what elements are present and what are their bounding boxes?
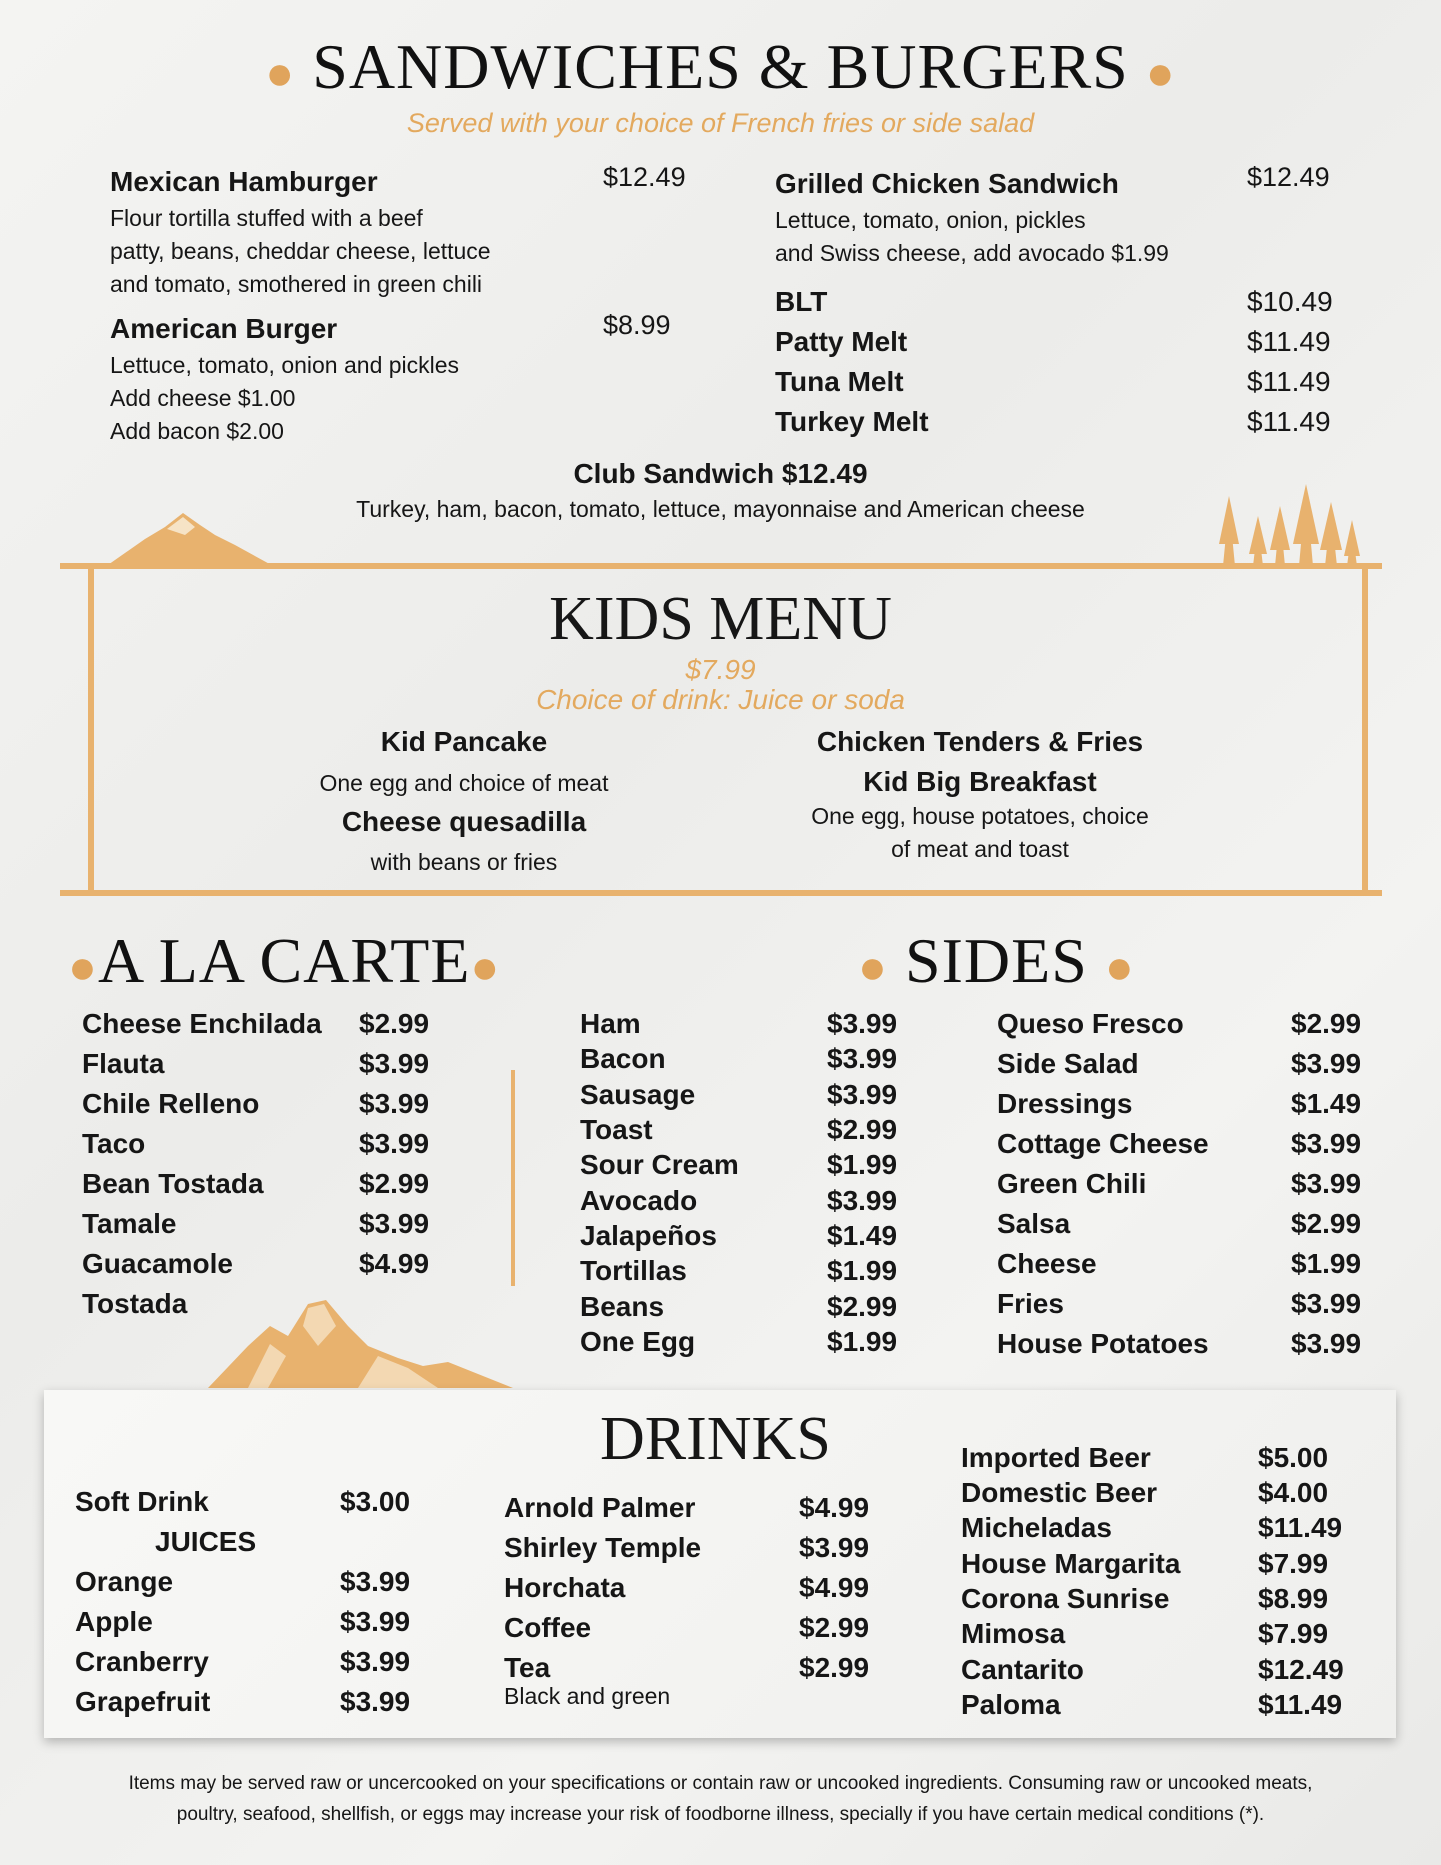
item-price: $11.49 bbox=[1258, 1689, 1343, 1720]
list-item bbox=[997, 1084, 1362, 1124]
list-item bbox=[997, 1164, 1362, 1204]
item-price: $7.99 bbox=[1258, 1618, 1329, 1649]
item-name: Taco bbox=[82, 1128, 146, 1159]
list-item bbox=[997, 1004, 1362, 1044]
sandwiches-subtitle: Served with your choice of French fries or side salad bbox=[406, 108, 1035, 138]
list-item bbox=[75, 1682, 411, 1722]
drinks-title: DRINKS bbox=[600, 1405, 831, 1473]
item-price: $2.99 bbox=[827, 1291, 898, 1322]
list-item bbox=[580, 1075, 898, 1115]
item-price: $11.49 bbox=[1247, 406, 1331, 437]
list-item bbox=[82, 1084, 430, 1124]
list-item bbox=[961, 1508, 1343, 1548]
item-name: Soft Drink bbox=[75, 1486, 209, 1517]
item-name: Apple bbox=[75, 1606, 153, 1637]
list-item bbox=[775, 362, 1335, 402]
item-name: Imported Beer bbox=[961, 1442, 1151, 1473]
list-item bbox=[504, 1528, 870, 1568]
list-item bbox=[504, 1648, 870, 1688]
item-name: Turkey Melt bbox=[775, 406, 929, 437]
item-price-american-burger: $8.99 bbox=[603, 310, 671, 340]
item-price: $3.99 bbox=[827, 1079, 898, 1110]
item-name: Jalapeños bbox=[580, 1220, 717, 1251]
club-sandwich-title: Club Sandwich $12.49 bbox=[573, 458, 868, 489]
mountain-range-icon bbox=[208, 1296, 513, 1388]
item-name: Tamale bbox=[82, 1208, 177, 1239]
bullet-dot-icon: ● bbox=[1145, 46, 1176, 100]
item-price: $11.49 bbox=[1247, 326, 1331, 357]
cheese-quesadilla-desc: with beans or fries bbox=[370, 849, 558, 875]
item-name-mexican-hamburger: Mexican Hamburger bbox=[110, 166, 378, 197]
item-price: $1.99 bbox=[827, 1255, 898, 1286]
item-price: $1.49 bbox=[1291, 1088, 1362, 1119]
list-item bbox=[580, 1216, 898, 1256]
list-item bbox=[997, 1204, 1362, 1244]
item-price: $4.99 bbox=[799, 1572, 870, 1603]
item-name: Toast bbox=[580, 1114, 653, 1145]
list-item bbox=[580, 1287, 898, 1327]
chicken-tenders-name: Chicken Tenders & Fries bbox=[816, 726, 1144, 757]
item-name: Horchata bbox=[504, 1572, 626, 1603]
list-item bbox=[997, 1124, 1362, 1164]
desc-line: Add cheese $1.00 bbox=[110, 385, 296, 411]
kid-pancake-name: Kid Pancake bbox=[380, 726, 548, 757]
list-item bbox=[961, 1579, 1329, 1619]
item-price: $12.49 bbox=[1258, 1654, 1344, 1685]
item-price: $3.99 bbox=[1291, 1128, 1362, 1159]
kid-pancake-desc: One egg and choice of meat bbox=[319, 770, 609, 796]
item-name: Side Salad bbox=[997, 1048, 1139, 1079]
list-item bbox=[961, 1473, 1329, 1513]
bullet-dot-icon: ● bbox=[470, 940, 501, 994]
item-name: Sour Cream bbox=[580, 1149, 739, 1180]
list-item bbox=[997, 1284, 1362, 1324]
item-name: Chile Relleno bbox=[82, 1088, 260, 1119]
disclaimer-line: Items may be served raw or uncercooked on your specifications or contain raw or uncooked ingredients. Consuming raw or uncooked meats, bbox=[128, 1773, 1313, 1794]
list-item bbox=[504, 1488, 870, 1528]
alacarte-title: A LA CARTE bbox=[98, 925, 471, 996]
item-name: Micheladas bbox=[961, 1512, 1112, 1543]
kids-price: $7.99 bbox=[685, 654, 756, 685]
bullet-dot-icon: ● bbox=[858, 940, 888, 994]
item-price: $3.99 bbox=[827, 1008, 898, 1039]
list-item bbox=[75, 1602, 411, 1642]
bullet-dot-icon: ● bbox=[265, 46, 296, 100]
item-price: $3.99 bbox=[359, 1128, 430, 1159]
item-name: Queso Fresco bbox=[997, 1008, 1184, 1039]
item-name: Grapefruit bbox=[75, 1686, 211, 1717]
item-name: Bean Tostada bbox=[82, 1168, 264, 1199]
list-item bbox=[75, 1642, 411, 1682]
item-name: Coffee bbox=[504, 1612, 592, 1643]
item-price: $3.99 bbox=[340, 1686, 411, 1717]
desc-line: Lettuce, tomato, onion and pickles bbox=[110, 352, 460, 378]
item-name: House Potatoes bbox=[997, 1328, 1209, 1359]
disclaimer-line: poultry, seafood, shellfish, or eggs may increase your risk of foodborne illness, specially if you have certain medical conditions (*). bbox=[176, 1804, 1265, 1825]
kid-big-breakfast-name: Kid Big Breakfast bbox=[863, 766, 1097, 797]
item-price: $3.99 bbox=[340, 1606, 411, 1637]
juices-label: JUICES bbox=[155, 1526, 257, 1557]
item-price: $7.99 bbox=[1258, 1548, 1329, 1579]
list-item bbox=[82, 1284, 187, 1324]
item-name: Corona Sunrise bbox=[961, 1583, 1170, 1614]
list-item bbox=[775, 282, 1335, 322]
item-name: Fries bbox=[997, 1288, 1064, 1319]
item-price: $5.00 bbox=[1258, 1442, 1329, 1473]
list-item bbox=[580, 1110, 898, 1150]
item-price: $4.99 bbox=[359, 1248, 430, 1279]
item-price: $11.49 bbox=[1247, 366, 1331, 397]
sandwiches-heading bbox=[0, 30, 1441, 104]
desc-line: patty, beans, cheddar cheese, lettuce bbox=[110, 238, 491, 264]
item-name: Cottage Cheese bbox=[997, 1128, 1209, 1159]
list-item bbox=[82, 1164, 430, 1204]
item-price: $3.99 bbox=[359, 1088, 430, 1119]
list-item bbox=[82, 1124, 430, 1164]
list-item bbox=[961, 1544, 1329, 1584]
item-name: Orange bbox=[75, 1566, 174, 1597]
item-name: BLT bbox=[775, 286, 828, 317]
list-item bbox=[580, 1145, 898, 1185]
list-item bbox=[997, 1244, 1362, 1284]
item-price: $2.99 bbox=[827, 1114, 898, 1145]
item-name: House Margarita bbox=[961, 1548, 1181, 1579]
item-name: Beans bbox=[580, 1291, 665, 1322]
item-price: $3.99 bbox=[1291, 1328, 1362, 1359]
footer-disclaimer bbox=[0, 1768, 1441, 1830]
tea-note: Black and green bbox=[504, 1683, 671, 1709]
item-price: $3.99 bbox=[340, 1646, 411, 1677]
list-item bbox=[775, 402, 1335, 442]
item-name: Green Chili bbox=[997, 1168, 1147, 1199]
kid-big-breakfast-desc bbox=[730, 800, 1230, 866]
item-name: Domestic Beer bbox=[961, 1477, 1158, 1508]
desc-line: and tomato, smothered in green chili bbox=[110, 271, 483, 297]
mountain-icon bbox=[105, 505, 275, 567]
list-item bbox=[775, 322, 1335, 362]
item-name: Bacon bbox=[580, 1043, 666, 1074]
item-name: Paloma bbox=[961, 1689, 1061, 1720]
desc-line: One egg, house potatoes, choice bbox=[811, 803, 1149, 829]
item-price: $2.99 bbox=[799, 1652, 870, 1683]
list-item bbox=[580, 1322, 898, 1362]
item-price: $1.99 bbox=[1291, 1248, 1362, 1279]
item-price: $1.99 bbox=[827, 1149, 898, 1180]
item-name: Patty Melt bbox=[775, 326, 908, 357]
desc-line: and Swiss cheese, add avocado $1.99 bbox=[775, 240, 1169, 266]
item-name: Arnold Palmer bbox=[504, 1492, 696, 1523]
item-name: Tuna Melt bbox=[775, 366, 904, 397]
cheese-quesadilla-name: Cheese quesadilla bbox=[341, 806, 587, 837]
kids-subtitle: Choice of drink: Juice or soda bbox=[536, 684, 905, 715]
item-name-grilled-chicken: Grilled Chicken Sandwich bbox=[775, 168, 1119, 199]
item-name-american-burger: American Burger bbox=[110, 313, 338, 344]
list-item bbox=[82, 1244, 430, 1284]
club-sandwich-desc: Turkey, ham, bacon, tomato, lettuce, mayonnaise and American cheese bbox=[356, 496, 1085, 522]
item-name: Sausage bbox=[580, 1079, 696, 1110]
list-item bbox=[580, 1039, 898, 1079]
item-name: Salsa bbox=[997, 1208, 1071, 1239]
list-item bbox=[961, 1438, 1329, 1478]
item-desc-grilled-chicken bbox=[775, 204, 1169, 270]
item-price: $3.99 bbox=[827, 1185, 898, 1216]
item-price: $1.49 bbox=[827, 1220, 898, 1251]
item-price: $3.00 bbox=[340, 1486, 411, 1517]
desc-line: Add bacon $2.00 bbox=[110, 418, 284, 444]
item-desc-american-burger bbox=[110, 349, 459, 448]
list-item bbox=[82, 1044, 430, 1084]
item-name: Cranberry bbox=[75, 1646, 209, 1677]
item-price: $2.99 bbox=[1291, 1008, 1362, 1039]
list-item bbox=[961, 1614, 1329, 1654]
item-price-grilled-chicken: $12.49 bbox=[1247, 162, 1330, 192]
list-item bbox=[961, 1685, 1343, 1725]
item-price: $1.99 bbox=[827, 1326, 898, 1357]
item-name: Guacamole bbox=[82, 1248, 233, 1279]
item-price: $10.49 bbox=[1247, 286, 1333, 317]
list-item bbox=[75, 1482, 411, 1522]
item-price: $3.99 bbox=[359, 1208, 430, 1239]
item-name: Flauta bbox=[82, 1048, 165, 1079]
item-name: Shirley Temple bbox=[504, 1532, 702, 1563]
item-name: One Egg bbox=[580, 1326, 696, 1357]
bullet-dot-icon: ● bbox=[1104, 940, 1135, 994]
sandwiches-title: SANDWICHES & BURGERS bbox=[312, 31, 1129, 102]
item-price: $4.00 bbox=[1258, 1477, 1329, 1508]
list-item bbox=[997, 1324, 1362, 1364]
item-name: Cheese Enchilada bbox=[82, 1008, 322, 1039]
item-name: Ham bbox=[580, 1008, 641, 1039]
item-price: $11.49 bbox=[1258, 1512, 1343, 1543]
sides-heading bbox=[858, 924, 1135, 998]
kids-box-bottom-border bbox=[60, 890, 1382, 896]
desc-line: Lettuce, tomato, onion, pickles bbox=[775, 207, 1086, 233]
item-name: Tostada bbox=[82, 1288, 188, 1319]
item-price: $8.99 bbox=[1258, 1583, 1329, 1614]
list-item bbox=[504, 1568, 870, 1608]
list-item bbox=[580, 1181, 898, 1221]
item-price: $3.99 bbox=[827, 1043, 898, 1074]
pine-trees-icon bbox=[1215, 484, 1360, 566]
list-item bbox=[580, 1004, 898, 1044]
bullet-dot-icon: ● bbox=[68, 940, 98, 994]
item-price: $3.99 bbox=[340, 1566, 411, 1597]
list-item bbox=[580, 1251, 898, 1291]
item-price: $3.99 bbox=[1291, 1168, 1362, 1199]
item-name: Tortillas bbox=[580, 1255, 687, 1286]
item-price: $2.99 bbox=[359, 1008, 430, 1039]
item-price: $2.99 bbox=[359, 1168, 430, 1199]
item-price: $3.99 bbox=[799, 1532, 870, 1563]
list-item bbox=[82, 1204, 430, 1244]
alacarte-divider bbox=[511, 1070, 515, 1286]
item-price: $4.99 bbox=[799, 1492, 870, 1523]
item-name: Mimosa bbox=[961, 1618, 1066, 1649]
item-price: $3.99 bbox=[1291, 1288, 1362, 1319]
item-price: $3.99 bbox=[359, 1048, 430, 1079]
item-name: Avocado bbox=[580, 1185, 698, 1216]
kids-title: KIDS MENU bbox=[549, 585, 892, 653]
item-price: $3.99 bbox=[1291, 1048, 1362, 1079]
list-item bbox=[997, 1044, 1362, 1084]
item-name: Cheese bbox=[997, 1248, 1097, 1279]
list-item bbox=[504, 1608, 870, 1648]
alacarte-heading bbox=[68, 924, 500, 998]
item-desc-mexican-hamburger bbox=[110, 202, 491, 301]
list-item bbox=[961, 1650, 1344, 1690]
desc-line: of meat and toast bbox=[891, 836, 1069, 862]
item-price-mexican-hamburger: $12.49 bbox=[603, 162, 686, 192]
item-name: Tea bbox=[504, 1652, 551, 1683]
item-name: Dressings bbox=[997, 1088, 1133, 1119]
item-price: $2.99 bbox=[1291, 1208, 1362, 1239]
item-name: Cantarito bbox=[961, 1654, 1084, 1685]
desc-line: Flour tortilla stuffed with a beef bbox=[110, 205, 423, 231]
list-item bbox=[75, 1562, 411, 1602]
list-item bbox=[82, 1004, 430, 1044]
item-price: $2.99 bbox=[799, 1612, 870, 1643]
sides-title: SIDES bbox=[905, 925, 1088, 996]
